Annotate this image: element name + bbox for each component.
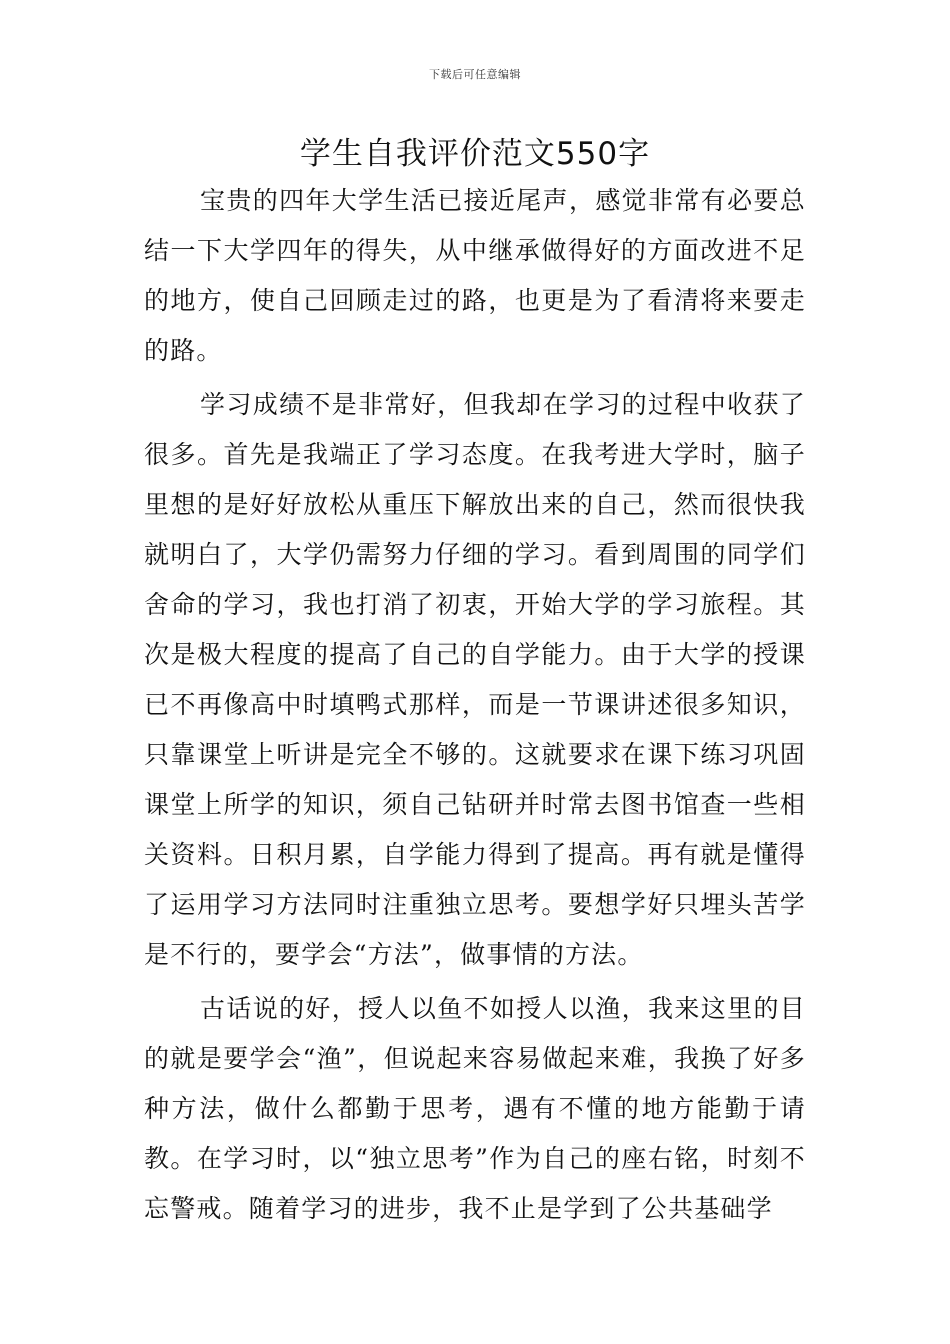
document-title: 学生自我评价范文550字 xyxy=(299,136,651,172)
paragraph-3: 古话说的好，授人以鱼不如授人以渔，我来这里的目的就是要学会“渔”，但说起来容易做起来难，我换了好多种方法，做什么都勤于思考，遇有不懂的地方能勤于请教。在学习时，以“独立思考”作为自己的座右铭，时刻不忘警戒。随着学习的进步，我不止是学到了公共基础学 xyxy=(144,994,806,1223)
document-body xyxy=(144,176,806,1238)
header-note: 下载后可任意编辑 xyxy=(429,68,521,81)
paragraph-1: 宝贵的四年大学生活已接近尾声，感觉非常有必要总结一下大学四年的得失，从中继承做得好的方面改进不足的地方，使自己回顾走过的路，也更是为了看清将来要走的路。 xyxy=(144,186,806,365)
paragraph-2: 学习成绩不是非常好，但我却在学习的过程中收获了很多。首先是我端正了学习态度。在我考进大学时，脑子里想的是好好放松从重压下解放出来的自己，然而很快我就明白了，大学仍需努力仔细的学习。看到周围的同学们舍命的学习，我也打消了初衷，开始大学的学习旅程。其次是极大程度的提高了自己的自学能力。由于大学的授课已不再像高中时填鸭式那样，而是一节课讲述很多知识，只靠课堂上听讲是完全不够的。这就要求在课下练习巩固课堂上所学的知识，须自己钻研并时常去图书馆查一些相关资料。日积月累，自学能力得到了提高。再有就是懂得了运用学习方法同时注重独立思考。要想学好只埋头苦学是不行的，要学会“方法”，做事情的方法。 xyxy=(144,390,806,969)
